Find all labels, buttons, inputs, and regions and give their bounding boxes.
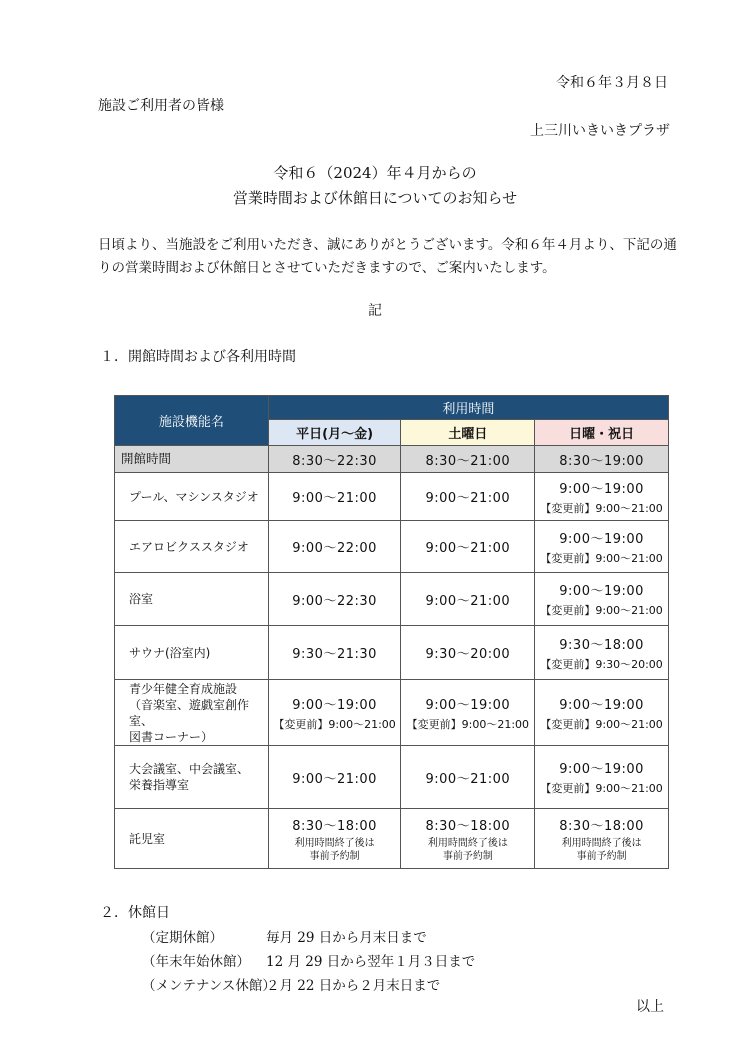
sunday-hours: 9:30～18:00 [559,637,644,653]
table-row [115,746,669,809]
closure-item [142,950,475,970]
facility-name: プール、マシンスタジオ [115,473,269,521]
table-row [115,809,669,869]
sunday-hours: 9:00～19:00 [559,584,644,599]
closure-value: 12 月 29 日から翌年１月３日まで [266,954,476,970]
section-2-heading: ２．休館日 [100,905,170,921]
table-row [115,573,669,626]
sunday-previous-hours: 【変更前】9:00～21:00 [540,717,663,731]
saturday-hours: 9:00～21:00 [401,521,535,573]
facility-name: サウナ(浴室内) [115,626,269,680]
facility-name: 託児室 [115,809,269,869]
saturday-hours: 9:00～21:00 [401,573,535,626]
closure-item [142,926,427,946]
facility-name: 浴室 [115,573,269,626]
title-line-1: 令和６（2024）年４月からの [273,164,477,182]
sunday-hours: 8:30～19:00 [535,446,669,473]
facility-header: 施設機能名 [115,396,269,446]
weekday-previous-hours: 【変更前】9:00～21:00 [273,717,396,731]
sunday-previous-hours: 【変更前】9:30～20:00 [540,657,663,671]
facility-name [115,680,269,746]
hours-table [114,395,669,869]
closure-label: （年末年始休館） [142,954,250,970]
sunday-hours: 9:00～19:00 [559,531,644,547]
ki-marker: 記 [368,303,382,319]
col-weekday: 平日(月～金) [268,420,401,446]
sunday-cell [535,680,669,746]
weekday-hours: 9:00～22:30 [268,573,401,626]
weekday-hours: 9:30～21:30 [268,626,401,680]
saturday-hours: 9:00～19:00 [425,697,511,713]
sunday-previous-hours: 【変更前】9:00～21:00 [540,551,663,565]
title-line-2: 営業時間および休館日についてのお知らせ [232,189,518,207]
sunday-hours: 8:30～18:00 [559,818,644,834]
sunday-cell [535,746,669,809]
weekday-hours: 9:00～22:00 [268,521,401,573]
saturday-hours: 9:30～20:00 [401,626,535,680]
sunday-previous-hours: 【変更前】9:00～21:00 [540,501,663,515]
saturday-previous-hours: 【変更前】9:00～21:00 [406,717,530,731]
table-row [115,680,669,746]
weekday-hours: 9:00～19:00 [292,697,377,713]
closure-value: 毎月 29 日から月末日まで [266,930,427,946]
closure-label: （メンテナンス休館） [142,978,276,994]
table-row [115,626,669,680]
weekday-hours: 8:30～18:00 [292,818,377,834]
facility-name-line: 青少年健全育成施設 [129,681,238,696]
reservation-note: 利用時間終了後は 事前予約制 [427,837,508,862]
closing-mark: 以上 [636,999,664,1015]
saturday-hours: 9:00～21:00 [401,746,535,809]
weekday-cell [268,809,401,869]
sender: 上三川いきいきプラザ [530,123,670,139]
col-sunday: 日曜・祝日 [535,420,669,446]
sunday-cell [535,626,669,680]
notice-date: 令和６年３月８日 [556,75,668,91]
table-row [115,473,669,521]
facility-name: 開館時間 [115,446,269,473]
sunday-cell [535,809,669,869]
facility-name-line: 大会議室、中会議室、 [129,762,250,776]
weekday-hours: 9:00～21:00 [268,473,401,521]
reservation-note: 利用時間終了後は 事前予約制 [294,837,375,862]
sunday-hours: 9:00～19:00 [559,697,644,713]
saturday-hours: 9:00～21:00 [401,473,535,521]
closure-value: ２月 22 日から２月末日まで [266,978,441,994]
table-row [115,521,669,573]
table-row [115,446,669,473]
sunday-cell [535,573,669,626]
sunday-hours: 9:00～19:00 [559,481,644,497]
reservation-note: 利用時間終了後は 事前予約制 [561,837,642,862]
col-saturday: 土曜日 [401,420,535,446]
intro-paragraph: 日頃より、当施設をご利用いただき、誠にありがとうございます。令和６年４月より、下記の通りの営業時間および休館日とさせていただきますので、ご案内いたします。 [98,237,677,276]
sunday-previous-hours: 【変更前】9:00～21:00 [540,604,663,617]
sunday-previous-hours: 【変更前】9:00～21:00 [540,782,663,795]
facility-name-line: 図書コーナー） [129,729,214,744]
weekday-hours: 8:30～22:30 [268,446,401,473]
facility-name: エアロビクススタジオ [115,521,269,573]
saturday-cell [401,680,535,746]
facility-name-line: （音楽室、遊戯室創作室、 [129,697,250,728]
closure-item [142,974,440,994]
time-header: 利用時間 [268,396,668,420]
closure-label: （定期休館） [142,930,223,946]
facility-name-line: 栄養指導室 [129,778,190,792]
saturday-hours: 8:30～18:00 [425,818,511,834]
weekday-hours: 9:00～21:00 [268,746,401,809]
section-1-heading: １．開館時間および各利用時間 [100,349,296,365]
saturday-hours: 8:30～21:00 [401,446,535,473]
recipient: 施設ご利用者の皆様 [98,98,224,114]
sunday-cell [535,521,669,573]
saturday-cell [401,809,535,869]
facility-name [115,746,269,809]
weekday-cell [268,680,401,746]
sunday-cell [535,473,669,521]
sunday-hours: 9:00～19:00 [559,762,644,777]
